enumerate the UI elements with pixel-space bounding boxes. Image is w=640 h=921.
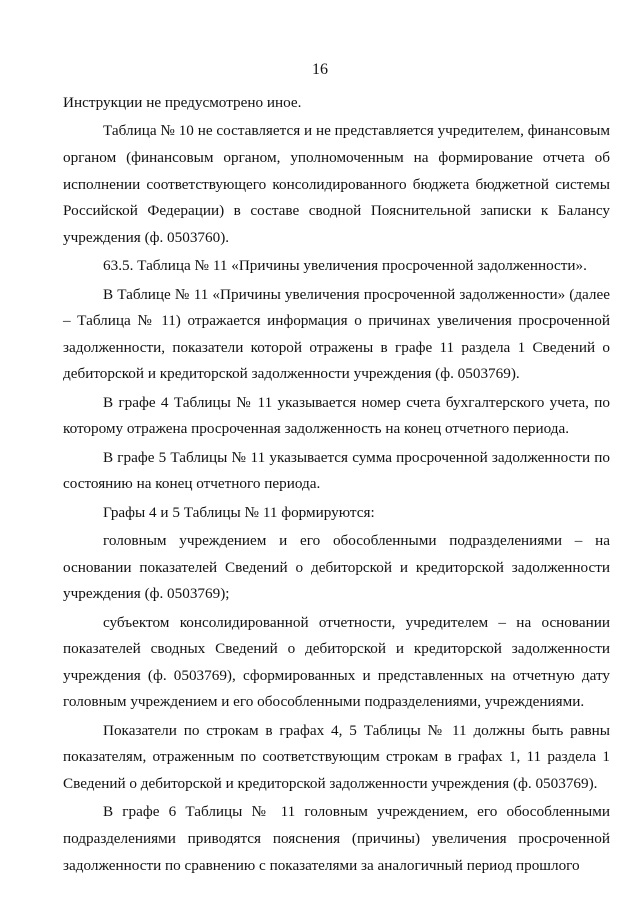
paragraph: В графе 4 Таблицы № 11 указывается номер счета бухгалтерского учета, по которому отражена просроченная задолженность на конец отчетного периода. [63,393,610,438]
paragraph: Инструкции не предусмотрено иное. [63,94,302,111]
document-body [63,90,610,881]
page-number: 16 [312,61,328,78]
paragraph-heading: 63.5. Таблица № 11 «Причины увеличения просроченной задолженности». [103,257,587,275]
paragraph: субъектом консолидированной отчетности, учредителем – на основании показателей сводных Сведений о дебиторской и кредиторской задолженности учреждения (ф. 0503769), сформированных и представленных на отчетную дату головным учреждением и его обособленными подразделениями, учреждениями. [63,613,610,711]
paragraph: В графе 6 Таблицы № 11 головным учреждением, его обособленными подразделениями приводятся пояснения (причины) увеличения просроченной задолженности по сравнению с показателями за аналогичный период прошлого [63,803,610,874]
paragraph: В Таблице № 11 «Причины увеличения просроченной задолженности» (далее – Таблица № 11) отражается информация о причинах увеличения просроченной задолженности, показатели которой отражены в графе 11 раздела 1 Сведений о дебиторской и кредиторской задолженности учреждения (ф. 0503769). [63,285,610,383]
paragraph: Таблица № 10 не составляется и не представляется учредителем, финансовым органом (финансовым органом, уполномоченным на формирование отчета об исполнении соответствующего консолидированного бюджета бюджетной системы Российской Федерации) в составе сводной Пояснительной записки к Балансу учреждения (ф. 0503760). [63,122,610,246]
paragraph: Графы 4 и 5 Таблицы № 11 формируются: [103,503,375,521]
paragraph: головным учреждением и его обособленными подразделениями – на основании показателей Сведений о дебиторской и кредиторской задолженности учреждения (ф. 0503769); [63,532,610,603]
paragraph: В графе 5 Таблицы № 11 указывается сумма просроченной задолженности по состоянию на конец отчетного периода. [63,448,610,493]
paragraph: Показатели по строкам в графах 4, 5 Таблицы № 11 должны быть равны показателям, отраженным по соответствующим строкам в графах 1, 11 раздела 1 Сведений о дебиторской и кредиторской задолженности учреждения (ф. 0503769). [63,721,610,793]
